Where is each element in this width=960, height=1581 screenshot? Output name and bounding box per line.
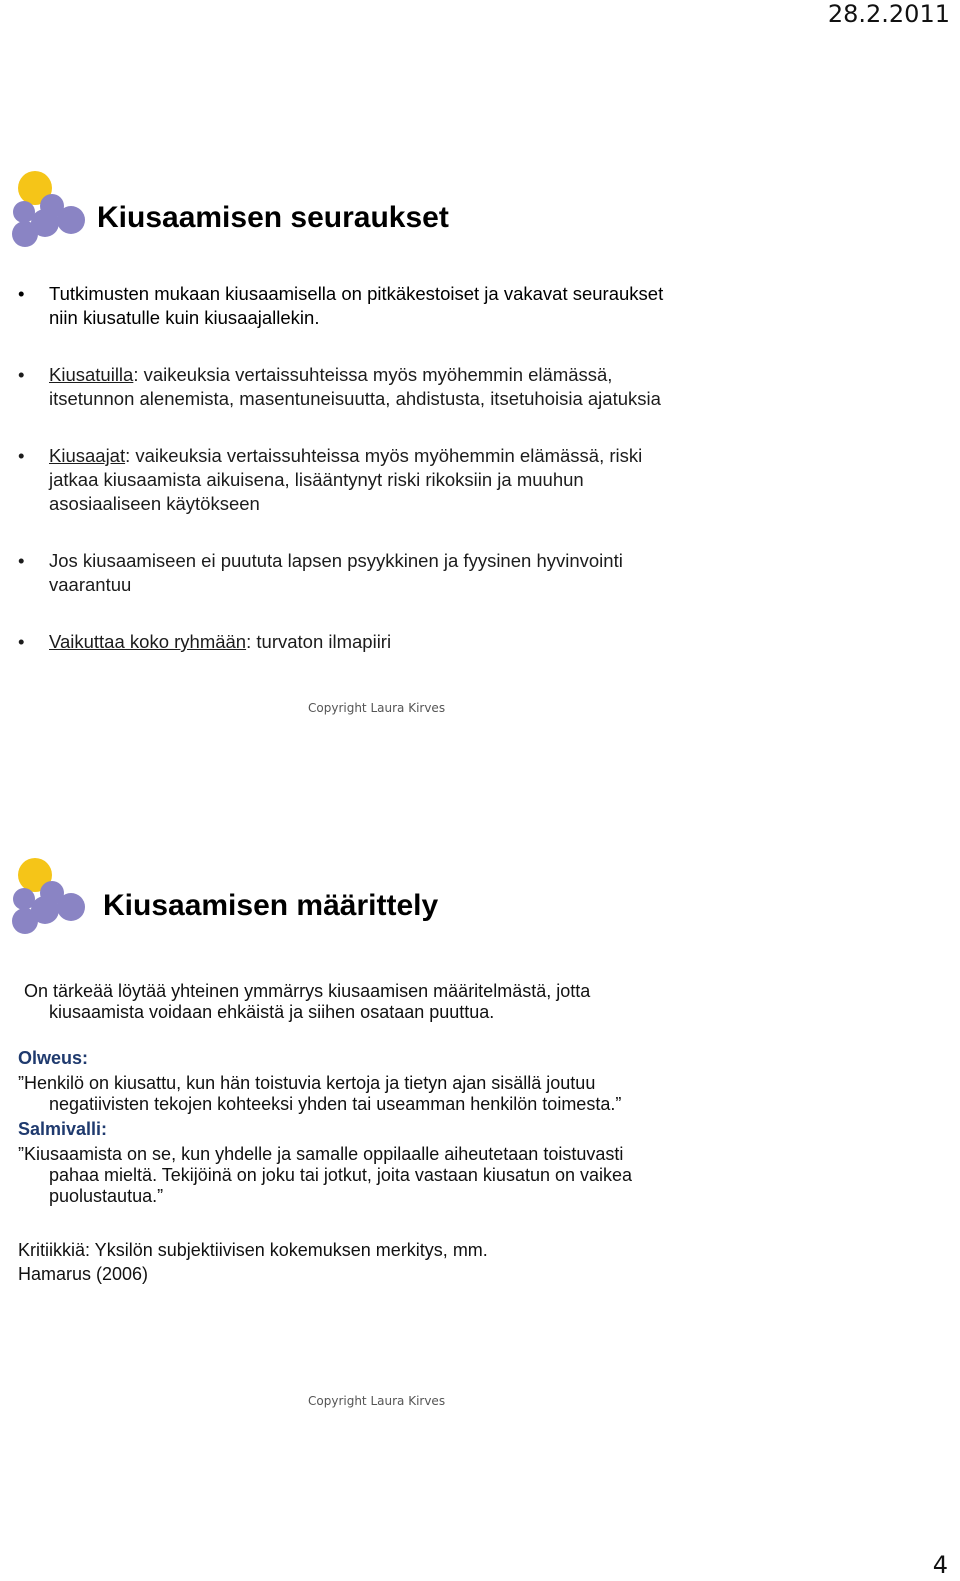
paragraph-line: kiusaamista voidaan ehkäistä ja siihen osataan puuttua. <box>49 1002 495 1022</box>
bullet-text: jatkaa kiusaamista aikuisena, lisääntynyt riski rikoksiin ja muuhun <box>49 469 584 490</box>
definition-line: ”Kiusaamista on se, kun yhdelle ja samalle oppilaalle aiheutetaan toistuvasti <box>18 1144 624 1164</box>
critique-paragraph <box>18 1238 738 1286</box>
copyright-text: Copyright Laura Kirves <box>308 1394 446 1408</box>
bullet-icon: • <box>18 445 25 466</box>
definition-line: ”Henkilö on kiusattu, kun hän toistuvia kertoja ja tietyn ajan sisällä joutuu <box>18 1073 596 1093</box>
copyright-text: Copyright Laura Kirves <box>308 701 446 715</box>
page-number: 4 <box>932 1551 948 1579</box>
bullet-text: asosiaaliseen käytökseen <box>49 493 260 514</box>
bullet-icon: • <box>18 631 25 652</box>
olweus-definition <box>18 1048 738 1115</box>
list-item <box>18 630 738 654</box>
bullet-lead: Kiusaajat <box>49 445 126 466</box>
definition-heading: Salmivalli: <box>18 1119 108 1139</box>
list-item <box>18 363 738 411</box>
source-text: Hamarus (2006) <box>18 1264 149 1284</box>
date-label: 28.2.2011 <box>827 0 950 28</box>
salmivalli-definition <box>18 1119 738 1207</box>
logo-icon <box>8 855 88 939</box>
bullet-icon: • <box>18 364 25 385</box>
bullet-text: : vaikeuksia vertaissuhteissa myös myöhemmin elämässä, riski <box>125 445 643 466</box>
slide-title: Kiusaamisen seuraukset <box>97 201 449 234</box>
bullet-icon: • <box>18 550 25 571</box>
bullet-lead: Vaikuttaa koko ryhmään <box>49 631 247 652</box>
list-item <box>18 444 738 516</box>
bullet-icon: • <box>18 283 25 304</box>
bullet-text: niin kiusatulle kuin kiusaajallekin. <box>49 307 320 328</box>
definition-heading: Olweus: <box>18 1048 89 1068</box>
definition-line: puolustautua.” <box>49 1186 164 1206</box>
intro-paragraph <box>18 981 738 1023</box>
bullet-text: vaarantuu <box>49 574 132 595</box>
critique-text: Kritiikkiä: Yksilön subjektiivisen kokemuksen merkitys, mm. <box>18 1240 488 1260</box>
list-item <box>18 282 738 330</box>
bullet-text: Tutkimusten mukaan kiusaamisella on pitkäkestoiset ja vakavat seuraukset <box>49 283 664 304</box>
bullet-lead: Kiusatuilla <box>49 364 134 385</box>
bullet-text: itsetunnon alenemista, masentuneisuutta, ahdistusta, itsetuhoisia ajatuksia <box>49 388 661 409</box>
paragraph-line: On tärkeää löytää yhteinen ymmärrys kiusaamisen määritelmästä, jotta <box>24 981 591 1001</box>
bullet-list <box>18 282 738 687</box>
bullet-text: : turvaton ilmapiiri <box>246 631 392 652</box>
definition-line: pahaa mieltä. Tekijöinä on joku tai jotkut, joita vastaan kiusatun on vaikea <box>49 1165 633 1185</box>
slide-title: Kiusaamisen määrittely <box>103 889 439 922</box>
logo-icon <box>8 168 88 252</box>
bullet-text: Jos kiusaamiseen ei puututa lapsen psyykkinen ja fyysinen hyvinvointi <box>49 550 623 571</box>
bullet-text: : vaikeuksia vertaissuhteissa myös myöhemmin elämässä, <box>133 364 613 385</box>
definition-line: negatiivisten tekojen kohteeksi yhden tai useamman henkilön toimesta.” <box>49 1094 622 1114</box>
list-item <box>18 549 738 597</box>
